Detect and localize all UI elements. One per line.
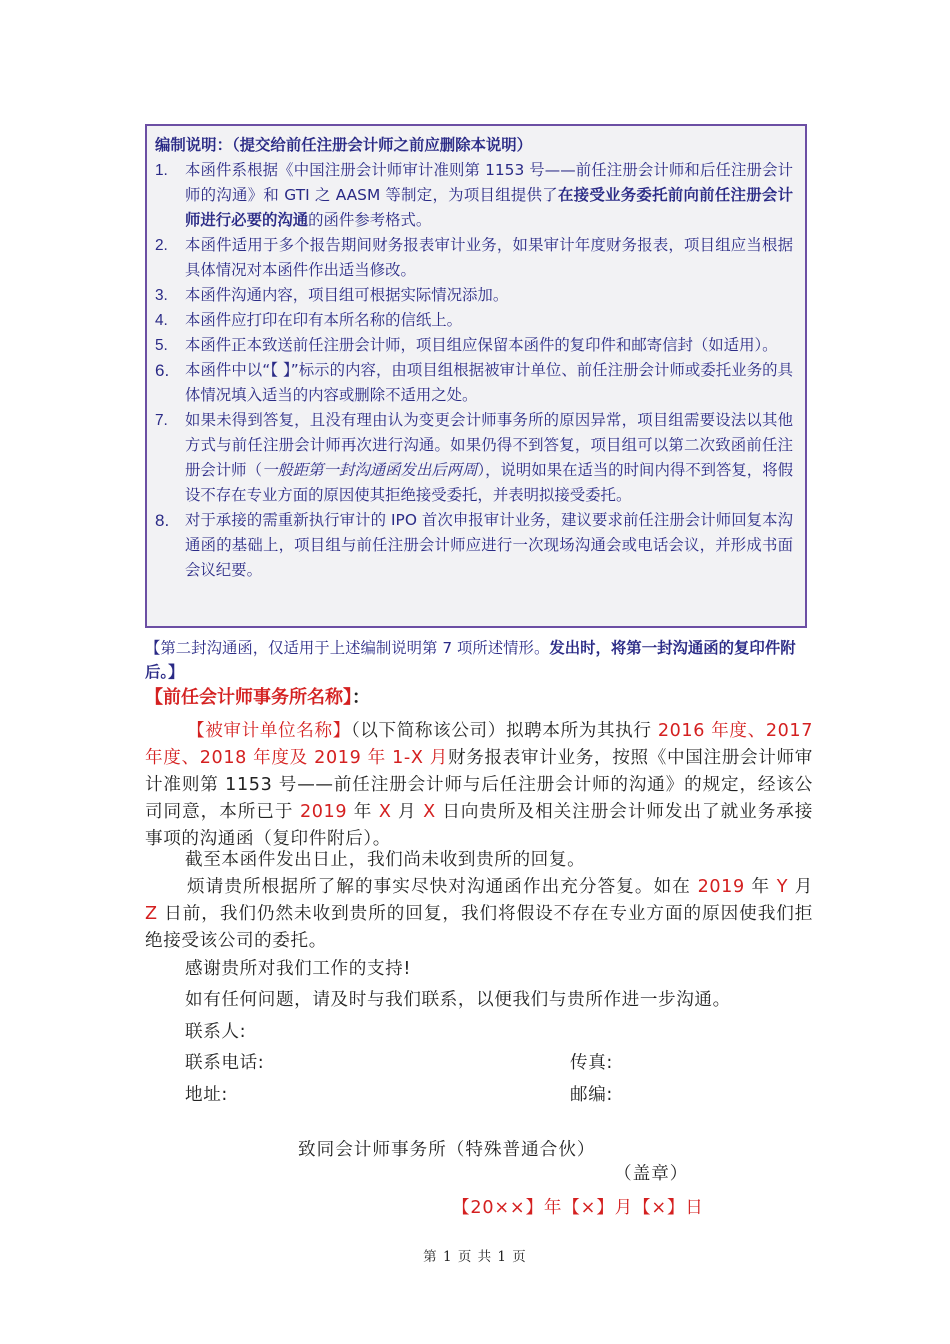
drafting-note-segment: 一般距第一封沟通函发出后两周 <box>261 461 478 479</box>
drafting-note-item <box>155 233 793 283</box>
paragraph-segment: 财务报表审计业务，按照《中国注册会计师审计准则第 1153 号——前任注册会计师与后任注册会计师的沟通》的规定，经该公司同意，本所已于 <box>145 748 813 822</box>
paragraph-segment: 烦请贵所根据所了解的事实尽快对沟通函作出充分答复。如在 <box>187 877 698 897</box>
paragraph-segment: 年 <box>744 877 777 897</box>
paragraph-request-reply <box>145 874 813 955</box>
drafting-note-number: 2. <box>155 237 168 254</box>
paragraph-segment: 月 <box>788 877 813 897</box>
paragraph-segment: （以下简称该公司）拟聘本所为其执行 <box>350 721 658 741</box>
addressee <box>145 684 370 712</box>
drafting-note-segment: 如果未得到答复，且没有理由认为变更会计师事务所的原因异常，项目组需要设法以其他方式与前任注册会计师再次进行沟通。如果仍得不到答复，项目组可以第二次致函前任注册会计师（ <box>185 411 793 479</box>
paragraph-segment: 月 <box>391 802 424 822</box>
paragraph-no-reply: 截至本函件发出日止，我们尚未收到贵所的回复。 <box>185 850 586 870</box>
letter-date: 【20××】年【×】月【×】日 <box>452 1198 704 1218</box>
drafting-note-segment: 本函件正本致送前任注册会计师，项目组应保留本函件的复印件和邮寄信封（如适用）。 <box>185 336 778 354</box>
drafting-note-item <box>155 283 793 308</box>
drafting-note-segment: 本函件应打印在印有本所名称的信纸上。 <box>185 311 463 329</box>
drafting-note-text <box>185 508 793 583</box>
drafting-notes-box <box>145 124 807 628</box>
second-note-normal: 【第二封沟通函，仅适用于上述编制说明第 7 项所述情形。 <box>145 639 550 657</box>
paragraph-segment: 【被审计单位名称】 <box>187 721 351 741</box>
drafting-note-number: 7. <box>155 412 168 429</box>
drafting-notes-list <box>155 158 793 583</box>
paragraph-segment: 日前，我们仍然未收到贵所的回复，我们将假设不存在专业方面的原因使我们拒绝接受该公司的委托。 <box>145 904 813 951</box>
contact-person-label: 联系人: <box>185 1022 247 1042</box>
paragraph-thanks: 感谢贵所对我们工作的支持! <box>185 959 411 979</box>
drafting-note-segment: 的函件参考格式。 <box>308 211 432 229</box>
drafting-note-text <box>185 358 793 408</box>
drafting-note-item <box>155 308 793 333</box>
drafting-note-text <box>185 308 793 333</box>
paragraph-segment: X <box>378 802 392 822</box>
drafting-note-item <box>155 333 793 358</box>
contact-address-label: 地址: <box>185 1085 228 1105</box>
drafting-note-number: 4. <box>155 312 168 329</box>
drafting-note-text <box>185 283 793 308</box>
drafting-note-item <box>155 358 793 408</box>
firm-name: 致同会计师事务所（特殊普通合伙） <box>298 1140 596 1160</box>
drafting-note-text <box>185 408 793 508</box>
drafting-note-text <box>185 233 793 283</box>
drafting-note-number: 6. <box>155 361 170 380</box>
drafting-note-number: 1. <box>155 162 168 179</box>
drafting-note-segment: 在接受业务委托前向前任注册会计师进行必要的沟通 <box>185 186 793 229</box>
paragraph-contact-us: 如有任何问题，请及时与我们联系，以便我们与贵所作进一步沟通。 <box>185 990 731 1010</box>
paragraph-segment: 年 <box>347 802 379 822</box>
addressee-name: 【前任会计师事务所名称】 <box>145 687 352 708</box>
drafting-note-item <box>155 508 793 583</box>
drafting-note-number: 3. <box>155 287 168 304</box>
drafting-note-text <box>185 158 793 233</box>
contact-fax-label: 传真: <box>570 1053 613 1073</box>
second-note-bold: 发出时，将第一封沟通函的复印件附后。】 <box>145 639 796 681</box>
drafting-note-text <box>185 333 793 358</box>
drafting-notes-title: 编制说明：（提交给前任注册会计师之前应删除本说明） <box>155 136 533 154</box>
page-footer: 第 1 页 共 1 页 <box>423 1249 527 1265</box>
drafting-note-number: 5. <box>155 337 168 354</box>
paragraph-segment: 日向贵所及相关注册会计师发出了就业务承接事项的沟通函（复印件附后）。 <box>145 802 813 849</box>
drafting-note-segment: ），说明如果在适当的时间内得不到答复，将假设不存在专业方面的原因使其拒绝接受委托，并表明拟接受委托。 <box>185 461 793 504</box>
paragraph-engagement <box>145 718 813 853</box>
addressee-colon: ： <box>352 687 370 708</box>
paragraph-segment: 2016 年度、2017 年度、2018 年度及 2019 年 1-X 月 <box>145 721 813 768</box>
contact-postcode-label: 邮编: <box>570 1085 613 1105</box>
paragraph-segment: X <box>423 802 436 822</box>
paragraph-segment: Z <box>145 904 158 924</box>
paragraph-segment: Y <box>776 877 789 897</box>
paragraph-segment: 2019 <box>299 802 348 822</box>
drafting-note-item <box>155 408 793 508</box>
drafting-note-item <box>155 158 793 233</box>
drafting-note-segment: 本函件中以“【 】”标示的内容，由项目组根据被审计单位、前任注册会计师或委托业务的具体情况填入适当的内容或删除不适用之处。 <box>185 361 793 404</box>
drafting-note-number: 8. <box>155 511 170 530</box>
drafting-note-segment: 本函件沟通内容，项目组可根据实际情况添加。 <box>185 286 509 304</box>
drafting-note-segment: 本函件系根据《中国注册会计师审计准则第 1153 号——前任注册会计师和后任注册会计师的沟通》和 GTI 之 AASM 等制定，为项目组提供了 <box>185 161 793 204</box>
drafting-note-segment: 对于承接的需重新执行审计的 IPO 首次申报审计业务，建议要求前任注册会计师回复本沟通函的基础上，项目组与前任注册会计师应进行一次现场沟通会或电话会议，并形成书面会议纪要。 <box>185 511 793 579</box>
second-letter-note <box>145 636 813 684</box>
contact-phone-label: 联系电话: <box>185 1053 265 1073</box>
seal-note: （盖章） <box>614 1164 689 1184</box>
drafting-note-segment: 本函件适用于多个报告期间财务报表审计业务，如果审计年度财务报表，项目组应当根据具体情况对本函件作出适当修改。 <box>185 236 793 279</box>
paragraph-segment: 2019 <box>697 877 745 897</box>
